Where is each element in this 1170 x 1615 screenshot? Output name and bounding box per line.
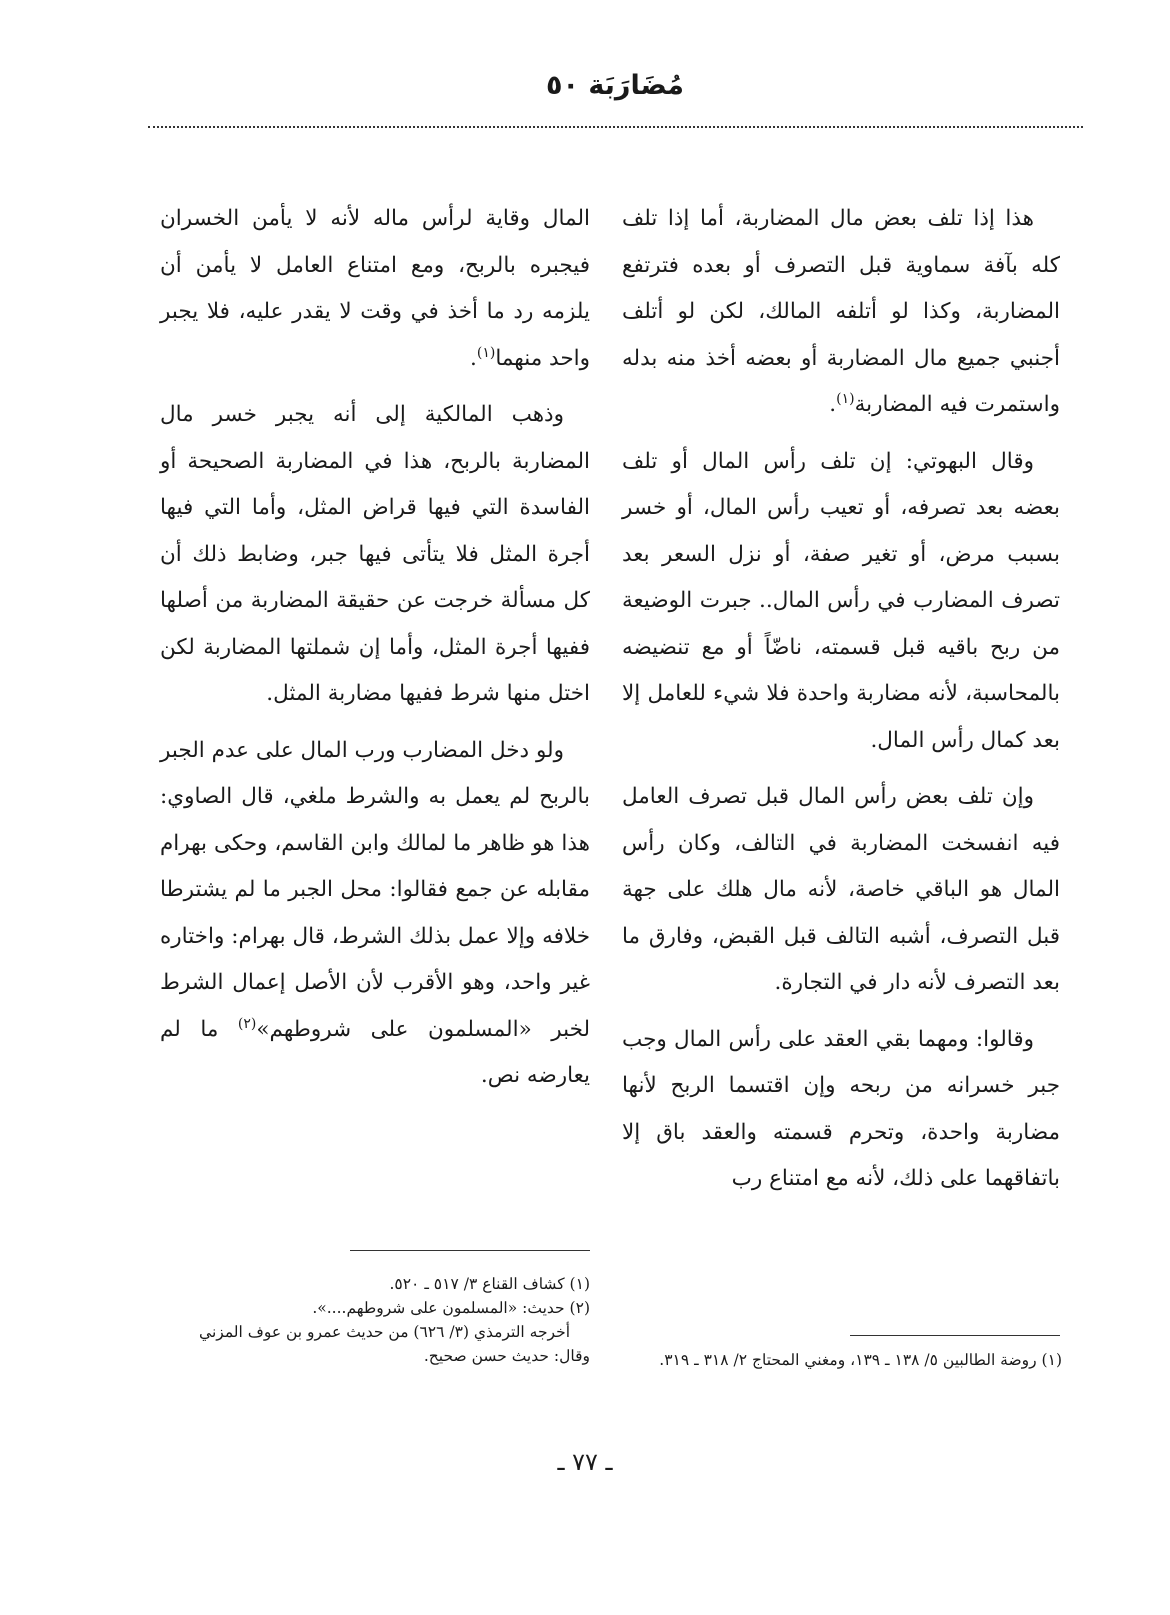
header-title: مُضَارَبَة ٥٠	[546, 70, 684, 101]
footnote-2-left: (٢) حديث: «المسلمون على شروطهم....».	[312, 1299, 590, 1317]
footnote-ref: (٢)	[237, 1015, 257, 1032]
left-paragraph-1	[160, 196, 590, 382]
footnote-ref: (١)	[836, 390, 855, 407]
running-header	[150, 70, 1080, 101]
right-paragraph-1	[622, 196, 1060, 429]
footnotes-left	[160, 1272, 590, 1368]
left-paragraph-1-end: .	[470, 345, 477, 371]
right-paragraph-1-text: هذا إذا تلف بعض مال المضاربة، أما إذا تلف كله بآفة سماوية قبل التصرف أو بعده فترتفع المضاربة، وكذا لو أتلفه المالك، لكن لو أتلف أجنبي جميع مال المضاربة أو بعضه أخذ منه بدله واستمرت فيه المضاربة	[622, 206, 1060, 417]
footnote-separator-right	[850, 1335, 1060, 1336]
footnote-1-right: (١) روضة الطالبين ٥/ ١٣٨ ـ ١٣٩، ومغني المحتاج ٢/ ٣١٨ ـ ٣١٩.	[659, 1351, 1062, 1369]
left-paragraph-1-text: المال وقاية لرأس ماله لأنه لا يأمن الخسران فيجبره بالربح، ومع امتناع العامل لا يأمن أن يلزمه رد ما أخذ في وقت لا يقدر عليه، فلا يجبر واحد منهما	[160, 206, 590, 371]
right-paragraph-2: وقال البهوتي: إن تلف رأس المال أو تلف بعضه بعد تصرفه، أو تعيب رأس المال، أو خسر بسبب مرض، أو تغير صفة، أو نزل السعر بعد تصرف المضارب في رأس المال.. جبرت الوضيعة من ربح باقيه قبل قسمته، ناضّاً أو مع تنضيضه بالمحاسبة، لأنه مضاربة واحدة فلا شيء للعامل إلا بعد كمال رأس المال.	[622, 448, 1060, 753]
footnote-separator-left	[350, 1250, 590, 1251]
footnote-2-detail: أخرجه الترمذي (٣/ ٦٢٦) من حديث عمرو بن عوف المزني وقال: حديث حسن صحيح.	[199, 1323, 590, 1365]
left-column	[160, 196, 590, 1110]
left-paragraph-3-text: ولو دخل المضارب ورب المال على عدم الجبر بالربح لم يعمل به والشرط ملغي، قال الصاوي: هذا هو ظاهر ما لمالك وابن القاسم، وحكى بهرام مقابله عن جمع فقالوا: محل الجبر ما لم يشترطا خلافه وإلا عمل بذلك الشرط، قال بهرام: واختاره غير واحد، وهو الأقرب لأن الأصل إعمال الشرط لخبر «المسلمون على شروطهم»	[160, 737, 590, 1042]
header-dotted-rule	[148, 126, 1083, 128]
left-paragraph-3-end: ما لم يعارضه نص.	[160, 1016, 590, 1088]
footnote-1-left: (١) كشاف القناع ٣/ ٥١٧ ـ ٥٢٠.	[389, 1275, 590, 1293]
right-column	[622, 196, 1060, 1213]
left-paragraph-2: وذهب المالكية إلى أنه يجبر خسر مال المضاربة بالربح، هذا في المضاربة الصحيحة أو الفاسدة التي فيها قراض المثل، وأما التي فيها أجرة المثل فلا يتأتى فيها جبر، وضابط ذلك أن كل مسألة خرجت عن حقيقة المضاربة من أصلها ففيها أجرة المثل، وأما إن شملتها المضاربة لكن اختل منها شرط ففيها مضاربة المثل.	[160, 402, 590, 706]
left-paragraph-3	[160, 728, 590, 1100]
footnote-ref: (١)	[476, 344, 496, 361]
right-paragraph-3: وإن تلف بعض رأس المال قبل تصرف العامل فيه انفسخت المضاربة في التالف، وكان رأس المال هو الباقي خاصة، لأنه مال هلك على جهة قبل التصرف، أشبه التالف قبل القبض، وفارق ما بعد التصرف لأنه دار في التجارة.	[622, 784, 1060, 995]
right-paragraph-4: وقالوا: ومهما بقي العقد على رأس المال وجب جبر خسرانه من ربحه وإن اقتسما الربح لأنها مضاربة واحدة، وتحرم قسمته والعقد باق إلا باتفاقهما على ذلك، لأنه مع امتناع رب	[622, 1026, 1060, 1191]
page-number: ـ ٧٧ ـ	[557, 1448, 613, 1476]
right-paragraph-1-end: .	[829, 392, 837, 417]
footnotes-right	[622, 1348, 1062, 1372]
